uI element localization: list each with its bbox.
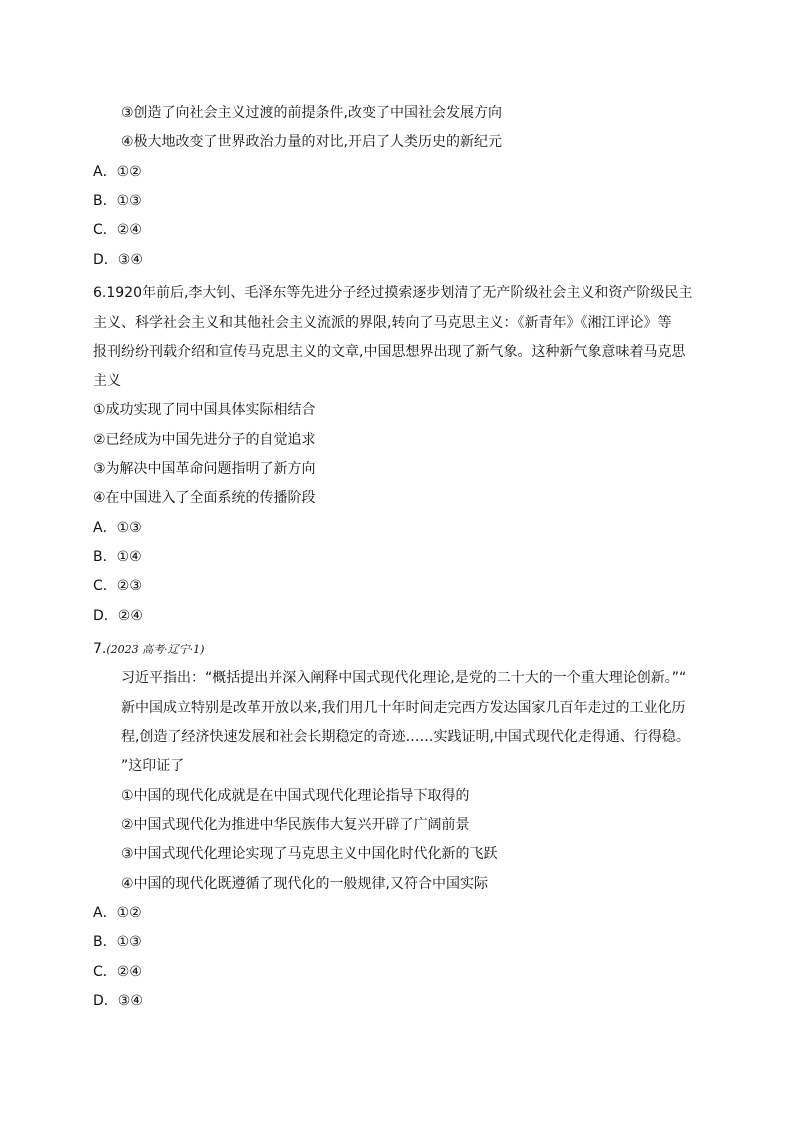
q7-stem-line-3: 程,创造了经济快速发展和社会长期稳定的奇迹……实践证明,中国式现代化走得通、行得稳。	[121, 729, 690, 745]
q5-option-b: B．①③	[93, 193, 142, 209]
q7-statement-4: ④中国的现代化既遵循了现代化的一般规律,又符合中国实际	[121, 876, 488, 892]
q7-statement-1: ①中国的现代化成就是在中国式现代化理论指导下取得的	[121, 788, 470, 804]
q7-source-tag: (2023 高考·辽宁·1)	[106, 643, 205, 656]
q6-stem-line-4: 主义	[93, 373, 121, 389]
q6-stem-line-3: 报刊纷纷刊载介绍和宣传马克思主义的文章,中国思想界出现了新气象。这种新气象意味着马克思	[93, 344, 686, 360]
q5-option-a: A．①②	[93, 164, 142, 180]
q6-statement-4: ④在中国进入了全面系统的传播阶段	[93, 490, 316, 506]
q6-option-c: C．②③	[93, 578, 142, 594]
q5-statement-4: ④极大地改变了世界政治力量的对比,开启了人类历史的新纪元	[121, 134, 502, 150]
q7-option-b: B．①③	[93, 934, 142, 950]
q7-option-c: C．②④	[93, 964, 142, 980]
q6-statement-2: ②已经成为中国先进分子的自觉追求	[93, 432, 316, 448]
q6-stem-line-2: 主义、科学社会主义和其他社会主义流派的界限,转向了马克思主义：《新青年》《湘江评论》等	[93, 315, 672, 331]
q6-option-d: D．②④	[93, 608, 143, 624]
q5-option-d: D．③④	[93, 252, 143, 268]
q6-option-a: A．①③	[93, 520, 142, 536]
q7-number: 7.	[93, 641, 107, 657]
q6-statement-3: ③为解决中国革命问题指明了新方向	[93, 461, 316, 477]
q7-stem-line-2: 新中国成立特别是改革开放以来,我们用几十年时间走完西方发达国家几百年走过的工业化历	[121, 700, 686, 716]
q7-statement-2: ②中国式现代化为推进中华民族伟大复兴开辟了广阔前景	[121, 817, 470, 833]
q7-statement-3: ③中国式现代化理论实现了马克思主义中国化时代化新的飞跃	[121, 846, 498, 862]
q6-stem-line-1: 6.1920年前后,李大钊、毛泽东等先进分子经过摸索逐步划清了无产阶级社会主义和资产阶级民主	[93, 285, 693, 301]
q7-header	[93, 639, 204, 659]
q7-stem-line-4: ”这印证了	[121, 758, 185, 774]
q7-stem-line-1: 习近平指出：“概括提出并深入阐释中国式现代化理论,是党的二十大的一个重大理论创新。”“	[121, 670, 687, 686]
q6-option-b: B．①④	[93, 549, 142, 565]
q5-statement-3: ③创造了向社会主义过渡的前提条件,改变了中国社会发展方向	[121, 105, 502, 121]
q7-option-a: A．①②	[93, 905, 142, 921]
q5-option-c: C．②④	[93, 222, 142, 238]
q6-statement-1: ①成功实现了同中国具体实际相结合	[93, 402, 316, 418]
q7-option-d: D．③④	[93, 993, 143, 1009]
